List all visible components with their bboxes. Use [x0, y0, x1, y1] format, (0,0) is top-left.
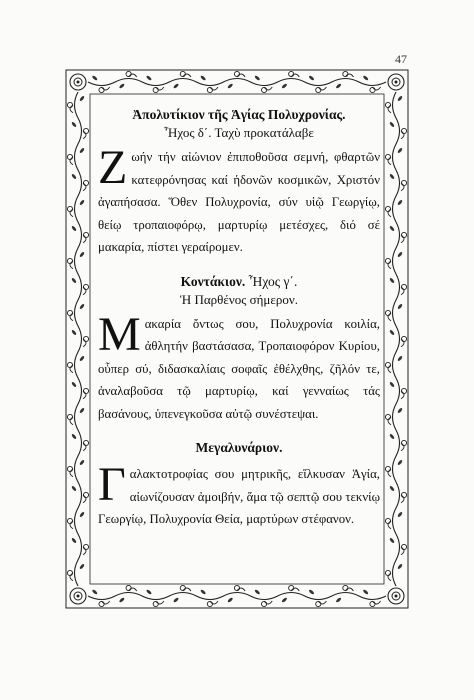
- hymn-text: [98, 141, 380, 259]
- hymn-body: ακαρία ὄντως σου, Πολυχρονία κοιλία, ἀθλητήν βαστάσασα, Τροπαιοφόρον Κυρίου, οὗπερ σύ, διδασκαλίαις σοφαῖς ἐθέλχθης, ζῆλόν τε, ἀναλαβοῦσα τῷ μαρτυρίῳ, καί γενναίως τάς βασάνους, ὑπενεγκοῦσα αὐτῷ συνέστεψαι.: [98, 316, 380, 421]
- section-subtitle: Ἡ Παρθένος σήμερον.: [180, 291, 298, 307]
- apolytikion-section: [98, 106, 380, 259]
- page-number: 47: [395, 52, 407, 66]
- hymn-text: [98, 458, 380, 531]
- drop-cap: Μ: [98, 307, 141, 361]
- section-title: Ἀπολυτίκιον τῆς Ἁγίας Πολυχρονίας.: [132, 107, 346, 122]
- hymn-body: αλακτοτροφίας σου μητρικῆς, εἵλκυσαν Ἁγία, αἰωνίζουσαν ἀμοιβήν, ἅμα τῷ σεπτῷ σου τεκνίῳ Γεωργίῳ, Πολυχρονία Θεία, μαρτύρων στέφανον.: [98, 467, 380, 526]
- section-title-main: Κοντάκιον.: [180, 273, 246, 289]
- drop-cap: Ζ: [98, 141, 128, 194]
- section-title: [98, 273, 380, 291]
- hymn-body: ωήν τήν αἰώνιον ἐπιποθοῦσα σεμνή, φθαρτῶν κατεφρόνησας καί ἡδονῶν κοσμικῶν, Χριστόν ἀγαπήσασα. Ὅθεν Πολυχρονία, σύν υἱῷ Γεωργίῳ, θείῳ τροπαιοφόρῳ, μαρτυρίῳ μετέσχες, διό σέ μακαρία, πίστει γεραίρομεν.: [98, 150, 380, 254]
- section-title-suffix: Ἦχος γ΄.: [248, 273, 298, 289]
- page-content: [98, 106, 380, 545]
- megalynarion-section: [98, 439, 380, 531]
- section-title: Μεγαλυνάριον.: [195, 440, 283, 455]
- kontakion-section: [98, 273, 380, 426]
- hymn-text: [98, 307, 380, 426]
- drop-cap: Γ: [98, 458, 126, 511]
- section-subtitle: Ἦχος δ΄. Ταχὺ προκατάλαβε: [164, 125, 314, 140]
